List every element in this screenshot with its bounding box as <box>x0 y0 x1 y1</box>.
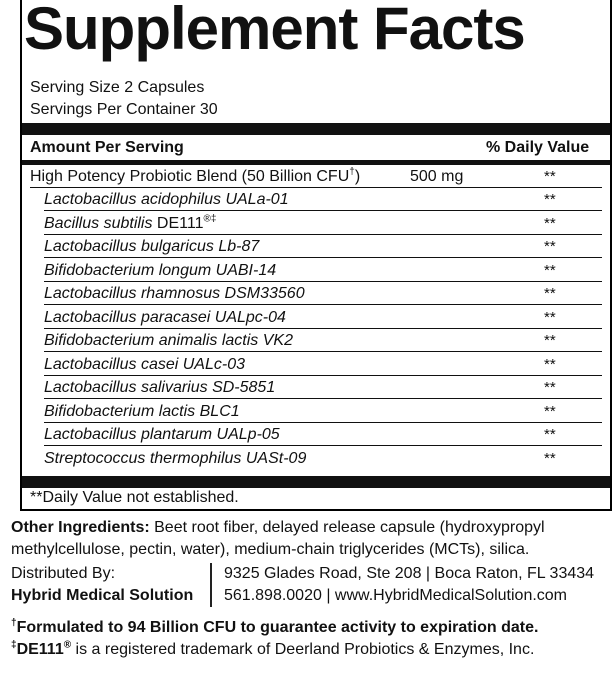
strain-row <box>22 235 610 258</box>
strain-row <box>22 306 610 329</box>
servings-per-container: Servings Per Container 30 <box>30 101 218 118</box>
strain-name: Lactobacillus plantarum UALp-05 <box>44 426 280 443</box>
blend-row <box>22 165 610 188</box>
strain-row <box>22 188 610 211</box>
strain-row <box>22 282 610 305</box>
strain-row <box>22 353 610 376</box>
strain-daily-value: ** <box>544 379 556 396</box>
strain-daily-value: ** <box>544 426 556 443</box>
serving-size: Serving Size 2 Capsules <box>30 79 205 96</box>
strain-daily-value: ** <box>544 285 556 302</box>
strain-name: Lactobacillus acidophilus UALa-01 <box>44 191 289 208</box>
strain-daily-value: ** <box>544 191 556 208</box>
strain-name: Lactobacillus rhamnosus DSM33560 <box>44 285 305 302</box>
other-ingredients-line1: Other Ingredients: Beet root fiber, delayed release capsule (hydroxypropyl <box>11 519 545 536</box>
strain-row <box>22 447 610 470</box>
daily-value-note: **Daily Value not established. <box>30 489 239 506</box>
strain-name: Bifidobacterium lactis BLC1 <box>44 402 240 420</box>
strain-row <box>22 259 610 282</box>
trademark-footnote: ‡DE111® is a registered trademark of Deerland Probiotics & Enzymes, Inc. <box>11 639 535 658</box>
strain-daily-value: ** <box>544 308 556 326</box>
strain-daily-value: ** <box>544 214 556 232</box>
distributor-address: 9325 Glades Road, Ste 208 | Boca Raton, FL 33434 <box>224 565 595 582</box>
strain-daily-value: ** <box>544 238 556 255</box>
strain-daily-value: ** <box>544 355 556 373</box>
strain-daily-value: ** <box>544 332 556 349</box>
strain-row <box>22 212 610 235</box>
other-ingredients-line2: methylcellulose, pectin, water), medium-chain triglycerides (MCTs), silica. <box>11 541 530 558</box>
strain-name: Bacillus subtilis DE111®‡ <box>44 213 217 232</box>
strain-row <box>22 329 610 352</box>
strain-row <box>22 423 610 446</box>
strain-name: Lactobacillus salivarius SD-5851 <box>44 379 276 396</box>
blend-amount: 500 mg <box>410 168 464 185</box>
strain-name: Streptococcus thermophilus UASt-09 <box>44 449 307 467</box>
amount-per-serving-header: Amount Per Serving <box>30 139 184 156</box>
strain-name: Bifidobacterium longum UABI-14 <box>44 261 277 279</box>
panel-title: Supplement Facts <box>24 0 525 62</box>
strain-name: Bifidobacterium animalis lactis VK2 <box>44 332 293 349</box>
blend-name: High Potency Probiotic Blend (50 Billion CFU†) <box>30 166 361 185</box>
strain-daily-value: ** <box>544 449 556 467</box>
strain-name: Lactobacillus casei UALc-03 <box>44 355 245 373</box>
strain-name: Lactobacillus paracasei UALpc-04 <box>44 308 286 326</box>
distributor-divider <box>210 563 212 607</box>
strain-daily-value: ** <box>544 402 556 420</box>
strain-name: Lactobacillus bulgaricus Lb-87 <box>44 238 260 255</box>
strain-row <box>22 400 610 423</box>
blend-daily-value: ** <box>544 168 556 185</box>
daily-value-header: % Daily Value <box>486 139 590 156</box>
distributed-by-label: Distributed By: <box>11 565 116 582</box>
distributor-contact: 561.898.0020 | www.HybridMedicalSolution.com <box>224 587 568 604</box>
dagger-footnote: †Formulated to 94 Billion CFU to guarantee activity to expiration date. <box>11 617 539 636</box>
strain-row <box>22 376 610 399</box>
thick-divider <box>22 123 610 135</box>
distributor-name: Hybrid Medical Solution <box>11 587 194 604</box>
bottom-divider <box>22 476 610 488</box>
supplement-facts-panel <box>20 0 612 511</box>
strain-daily-value: ** <box>544 261 556 279</box>
